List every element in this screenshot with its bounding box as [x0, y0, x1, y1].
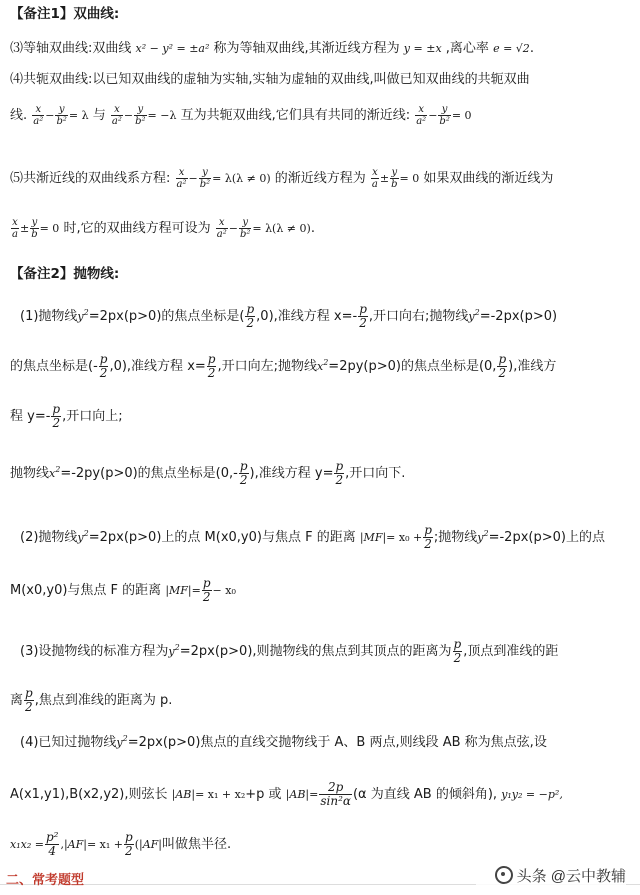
- note2-p1-line2: 的焦点坐标是(- $\frac{p}{2}$ ,0),准线方程 x= $\frac{p}{2}$ ,开口向左;抛物线$x^2=2py(p>0)$的焦点坐标是(0, $\frac{p}{2}$ ),准线方: [10, 352, 557, 380]
- watermark-text: 头条 @云中教辅: [516, 867, 626, 885]
- note1-item3: ⑶等轴双曲线:双曲线 x² − y² = ±a² 称为等轴双曲线,其渐近线方程为 y = ±x ,离心率 e = √2.: [10, 41, 534, 56]
- note2-p1b: 抛物线$x^2=-2py(p>0)$的焦点坐标是(0,- $\frac{p}{2}$ ),准线方程 y= $\frac{p}{2}$ ,开口向下.: [10, 459, 406, 487]
- note1-item5-line2: $\frac{x}{a}$ ± $\frac{y}{b}$ = 0 时,它的双曲线方程可设为 $\frac{x}{\text{a²}}$ − $\frac{y}{\text{b²}}$ = λ(λ ≠ 0).: [12, 217, 315, 240]
- note1-item5-line1: ⑸共渐近线的双曲线系方程: $\frac{x}{\text{a²}}$ − $\frac{y}{\text{b²}}$ = λ(λ ≠ 0) 的渐近线方程为 $\frac{x}{a}$ ± $\frac{y}{b}$ = 0 如果双曲线的渐近线为: [10, 167, 554, 190]
- note1-item4-line2: 线. $\frac{x}{\text{a²}}$ − $\frac{y}{\text{b²}}$ = λ 与 $\frac{x}{\text{a²}}$ − $\frac{y}{\text{b²}}$ = −λ 互为共轭双曲线,它们具有共同的渐近线: $\frac{x}{\text{a²}}$ − $\frac{y}{\text{b²}}$ = 0: [10, 104, 472, 127]
- note2-p4-line3: x₁x₂ = $\frac{\text{p²}}{4}$ ,|AF|= x₁ + $\frac{p}{2}$ (|AF|叫做焦半径.: [10, 830, 232, 858]
- camera-icon: [495, 866, 513, 884]
- section-heading: 二、常考题型: [6, 873, 85, 888]
- note2-title: 【备注2】抛物线:: [10, 266, 120, 282]
- note2-p3-line1: (3)设抛物线的标准方程为$y^2=2px(p>0)$,则抛物线的焦点到其顶点的距离为 $\frac{p}{2}$ ,顶点到准线的距: [20, 637, 559, 665]
- note1-title: 【备注1】双曲线:: [10, 6, 120, 22]
- note2-p4-line2: A(x1,y1),B(x2,y2),则弦长 |AB|= x₁ + x₂+p 或 |AB|= $\frac{2p}{\text{sin²α}}$ (α 为直线 AB 的倾斜角), y₁y₂ = −p²,: [10, 780, 563, 808]
- note2-p3-line2: 离 $\frac{p}{2}$ ,焦点到准线的距离为 p.: [10, 686, 173, 714]
- note2-p1-line1: (1)抛物线$y^2=2px(p>0)$的焦点坐标是( $\frac{p}{2}$ ,0),准线方程 x=- $\frac{p}{2}$ ,开口向右;抛物线$y^2=-2px(p>0)$: [20, 302, 558, 330]
- note2-p2-line1: (2)抛物线$y^2=2px(p>0)$上的点 M(x0,y0)与焦点 F 的距离 |MF|= x₀ + $\frac{p}{2}$ ;抛物线$y^2=-2px(p>0)$上的点: [20, 523, 605, 551]
- note2-p4-line1: (4)已知过抛物线$y^2=2px(p>0)$焦点的直线交抛物线于 A、B 两点,则线段 AB 称为焦点弦,设: [20, 734, 547, 750]
- note1-item4-line1: ⑷共轭双曲线:以已知双曲线的虚轴为实轴,实轴为虚轴的双曲线,叫做已知双曲线的共轭双曲: [10, 72, 530, 87]
- watermark: [476, 857, 626, 893]
- note2-p2-line2: M(x0,y0)与焦点 F 的距离 |MF|= $\frac{p}{2}$ − x₀: [10, 576, 236, 604]
- note2-p1-line3: 程 y=- $\frac{p}{2}$ ,开口向上;: [10, 402, 123, 430]
